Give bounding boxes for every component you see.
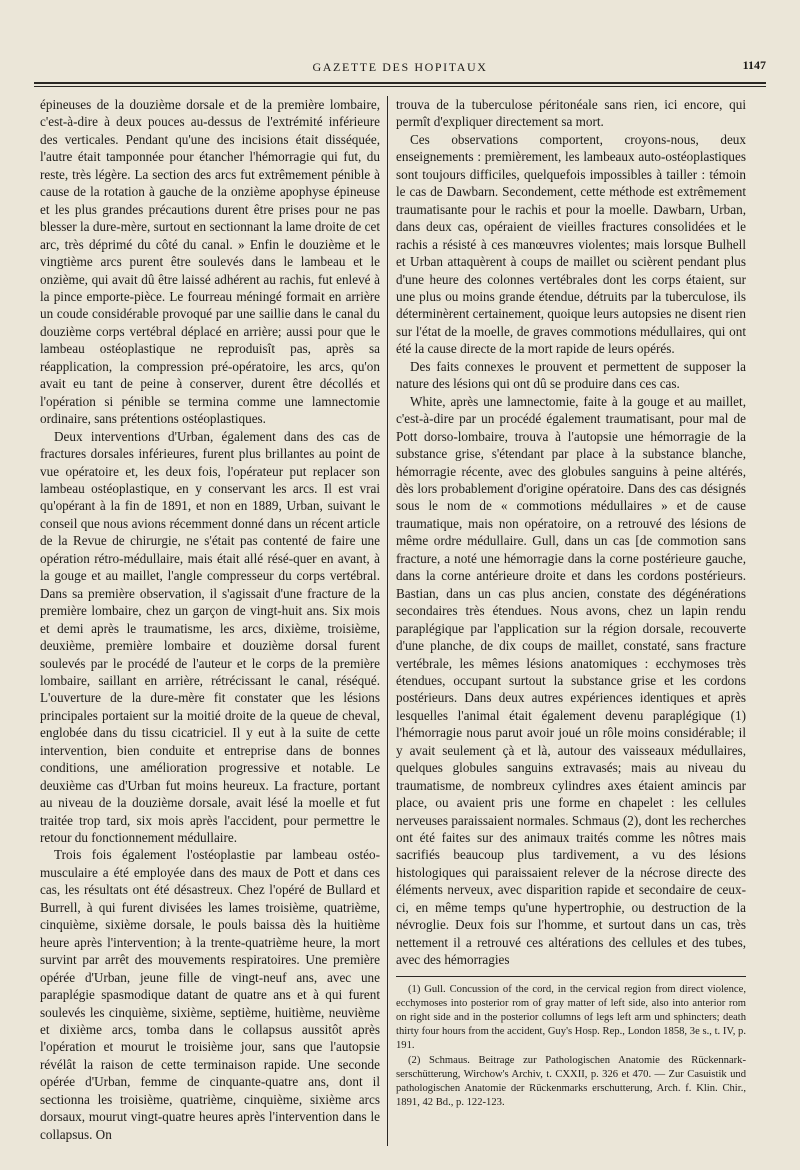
left-paragraph-2: Deux interventions d'Urban, également dans des cas de fractures dorsales inférieures, furent plus brillantes au point de vue opératoire et, les deux fois, l'opérateur put replacer son lambeau ostéoplastique, en y conservant les arcs. Il est vrai qu'opérant à la fin de 1891, et non en 1889, Urban, suivant le conseil que nous avions récemment donné dans un récent article de la Revue de chirurgie, ne s'était pas contenté de faire une opération rétro-médullaire, mais était allé résé-quer en avant, à la gouge et au maillet, l'angle compresseur du corps vertébral. Dans sa première observation, il s'agissait d'une fracture de la première lombaire, chez un garçon de vingt-huit ans. Six mois et demi après le traumatisme, les arcs, dixième, troisième, deuxième, première lombaire et douzième dorsal furent soulevés par le procédé de l'auteur et le corps de la première lombaire, saillant en arrière, rétrécissant le canal, réséqué. L'ouverture de la dure-mère fit constater que les lésions principales portaient sur la moitié droite de la queue de cheval, englobée dans du tissu cicatriciel. Il y eut à la suite de cette intervention, bien conduite et entreprise dans de bonnes conditions, une amélioration progressive et notable. Le deuxième cas d'Urban fut moins heureux. La fracture, portant au niveau de la douzième dorsale, avait lésé la moelle et fut traitée trop tard, six mois après l'accident, pour permettre le retour du fonctionnement médullaire. (40, 428, 380, 846)
header-rule-thick (34, 82, 766, 84)
right-paragraph-1: trouva de la tuberculose péritonéale sans rien, ici encore, qui permît d'expliquer directement sa mort. (396, 97, 746, 130)
left-paragraph-1: épineuses de la douzième dorsale et de la première lombaire, c'est-à-dire à deux pouces au-dessus de l'extrémité inférieure des verticales. Pendant qu'une des incisions était disséquée, l'autre était tamponnée pour étancher l'hémorragie qui fut, du reste, très légère. La section des arcs fut extrêmement pénible à cause de la rotation à gauche de la onzième apophyse épineuse et les plus grandes précautions durent être prises pour ne pas blesser la dure-mère, surtout en sectionnant la lame droite de cet arc, très déprimé du côté du canal. » Enfin le douzième et le vingtième arcs purent être soulevés dans le lambeau et le onzième, qui avait dû être laissé adhérent au rachis, fut enlevé à la pince emporte-pièce. Le fourreau méningé formait en arrière un coude considérable provoqué par une saillie dans le canal du douzième corps vertébral déplacé en arrière; aussi pour que le lambeau ostéoplastique ne reproduisît pas, après sa réapplication, la compression pré-opératoire, les arcs, qu'on avait eu tant de peine à conserver, durent être décollés et l'opération si pénible se termina comme une lamnectomie ordinaire, sans prétentions ostéoplastiques. (40, 97, 380, 427)
page-header (34, 58, 766, 80)
right-paragraph-2: Ces observations comportent, croyons-nous, deux enseignements : premièrement, les lambeaux auto-ostéoplastiques sont toujours difficiles, quelquefois impossibles à tailler : témoin le cas de Dawbarn. Secondement, cette méthode est extrêmement traumatisante pour le rachis et pour la moelle. Dawbarn, Urban, dans deux cas, opéraient de vieilles fractures consolidées et le rachis a résisté à ces manœuvres violentes; mais lorsque Bulhell et Urban attaquèrent à coups de maillet ou scièrent pendant plus d'une heure des colonnes vertébrales dont les corps étaient, sur une plus ou moins grande étendue, détruits par la tuberculose, ils déterminèrent certainement, quoique leurs autopsies ne disent rien sur l'état de la moelle, de graves commotions médullaires, qui ont été la cause directe de la mort rapide de leurs opérés. (396, 131, 746, 357)
left-column (40, 96, 380, 1146)
right-column (396, 96, 746, 1146)
header-rule-thin (34, 86, 766, 87)
footnotes (396, 983, 746, 1111)
column-divider (387, 96, 388, 1146)
running-title: GAZETTE DES HOPITAUX (312, 60, 488, 74)
footnote-rule (396, 976, 746, 977)
left-paragraph-3: Trois fois également l'ostéoplastie par lambeau ostéo-musculaire a été employée dans des maux de Pott et dans ces cas, les résultats ont été désastreux. Chez l'opéré de Bullard et Burrell, à qui furent divisées les lames troisième, quatrième, cinquième, sixième dorsale, le pouls baissa dès la huitième heure après l'intervention; à la trente-quatrième heure, la mort survint par arrêt des mouvements respiratoires. Une première opérée d'Urban, jeune fille de vingt-neuf ans, avec une paraplégie spasmodique datant de quatre ans et à qui furent soulevés les cinquième, sixième, septième, huitième, neuvième et dixième arcs, tomba dans le collapsus aussitôt après l'opération et mourut le troisième jour, sans que l'autopsie révélât la raison de cette terminaison rapide. Une seconde opérée d'Urban, femme de cinquante-quatre ans, dont il sectionna les troisième, quatrième, cinquième, sixième arcs dorsaux, mourut vingt-quatre heures après l'intervention dans le collapsus. On (40, 847, 380, 1142)
right-paragraph-3: Des faits connexes le prouvent et permettent de supposer la nature des lésions qui ont dû se produire dans ces cas. (396, 358, 746, 392)
right-paragraph-4: White, après une lamnectomie, faite à la gouge et au maillet, c'est-à-dire par un procédé également traumatisant, pour mal de Pott dorso-lombaire, trouva à l'autopsie une hémorragie de la substance grise, s'étendant par place à la substance blanche, hémorragie récente, avec des globules sanguins à peine altérés, dès lors probablement d'origine opératoire. Dans des cas désignés sous le nom de « commotions médullaires » et de cause traumatique, mais non opératoire, on a retrouvé des lésions de même ordre médullaire. Gull, dans un cas [de commotion sans fracture, a noté une hémorragie dans la corne postérieure gauche, dans la corne antérieure droite et dans les cordons postérieurs. Bastian, dans un cas plus ancien, constate des dégénérations secondaires très étendues. Nous avons, chez un lapin rendu paraplégique par l'application sur la région dorsale, recouverte d'une planche, de dix coups de maillet, constaté, sans fracture vertébrale, les mêmes lésions anatomiques : ecchymoses très étendues, occupant surtout la substance grise et les cordons postérieurs. Dans deux autres expériences identiques et après lesquelles l'animal était également devenu paraplégique (1) l'hémorragie nous parut avoir joué un rôle moins considérable; il y avait seulement çà et là, autour des vaisseaux médullaires, quelques globules sanguins extravasés; mais au niveau du traumatisme, de nombreux cylindres axes étaient amincis par place, ou avaient pris une forme en chapelet : les cellules nerveuses paraissaient normales. Schmaus (2), dont les recherches ont été faites sur des animaux traités comme les nôtres mais sacrifiés beaucoup plus tardivement, a vu des lésions histologiques qui paraissaient relever de la nécrose directe des éléments nerveux, avec disparition rapide et secondaire de ceux-ci, en même temps qu'une hypertrophie, ou destruction de la névroglie. Deux fois sur l'homme, et surtout dans un cas, très nettement il a retrouvé ces altérations des cellules et des tubes, avec des hémorragies (396, 393, 746, 968)
footnote-2: (2) Schmaus. Beitrage zur Pathologischen Anatomie des Rückennark-serschütterung, Wirchow's Archiv, t. CXXII, p. 326 et 470. — Zur Casuistik und pathologischen Anatomie der Rückenmarks erschutterung, Arch. f. Klin. Chir., 1891, 42 Bd., p. 122-123. (396, 1054, 746, 1109)
footnote-1: (1) Gull. Concussion of the cord, in the cervical region from direct violence, ecchymoses into posterior rom of gray matter of left side, also into anterior rom on right side and in the posterior collumns of legs left arm und sphincters; death thirty four hours from the accident, Guy's Hosp. Rep., London 1858, 3e s., t. IV, p. 191. (396, 983, 746, 1052)
page-number: 1147 (742, 58, 766, 72)
